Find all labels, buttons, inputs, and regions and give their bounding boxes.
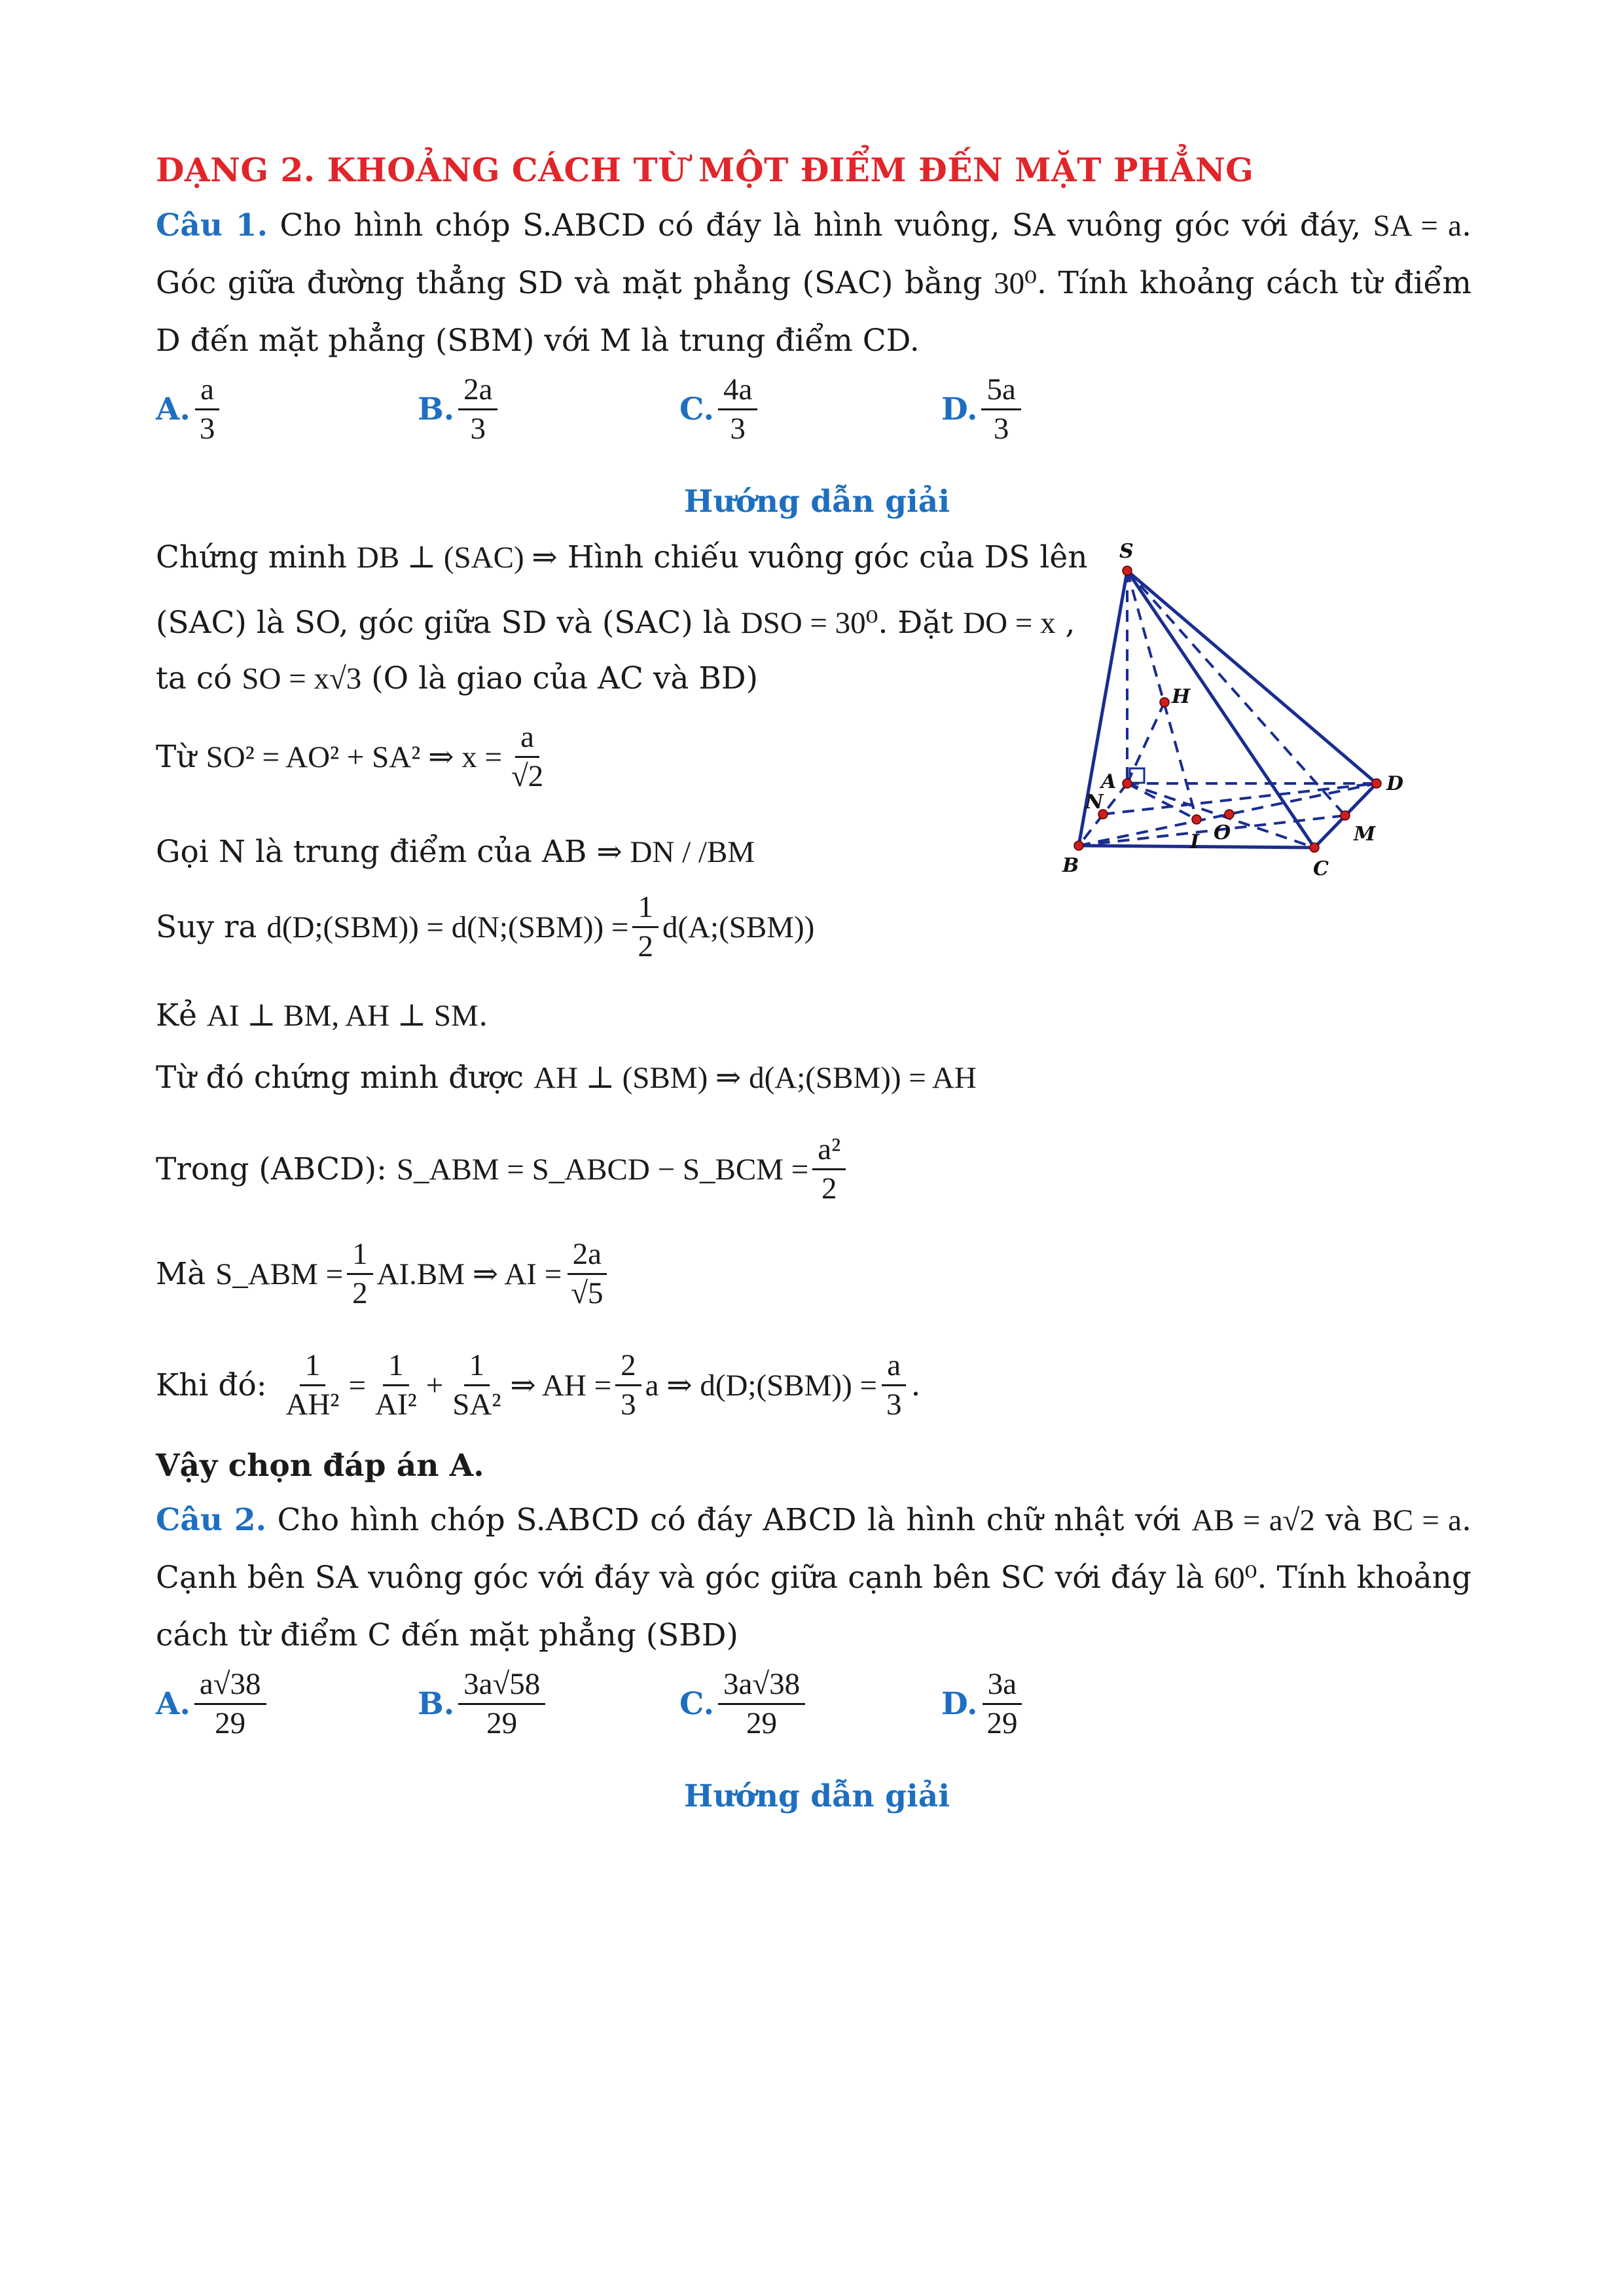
text: Từ bbox=[156, 738, 196, 775]
denominator: √5 bbox=[571, 1276, 604, 1311]
edge-ND bbox=[1103, 783, 1377, 814]
denominator: SA² bbox=[452, 1388, 501, 1422]
fraction bbox=[566, 1238, 608, 1310]
label-C: C bbox=[1313, 857, 1329, 880]
text: , bbox=[1065, 605, 1075, 641]
label-A: A bbox=[1101, 770, 1117, 793]
denominator: 3 bbox=[730, 412, 746, 446]
choice-label: D. bbox=[941, 391, 978, 428]
math: AI ⊥ BM, AH ⊥ SM bbox=[206, 999, 478, 1033]
math: S_ABM = S_ABCD − S_BCM = bbox=[396, 1152, 809, 1187]
choice-label: A. bbox=[156, 391, 190, 428]
math: d(A;(SBM)) bbox=[662, 910, 815, 944]
q2-and: và bbox=[1326, 1502, 1362, 1538]
numerator: 3a√38 bbox=[718, 1668, 805, 1705]
choice-label: A. bbox=[156, 1686, 190, 1723]
denominator: 2 bbox=[352, 1276, 368, 1311]
numerator: a² bbox=[812, 1134, 846, 1170]
choice-fraction bbox=[458, 1668, 545, 1740]
text: ta có bbox=[156, 660, 232, 696]
numerator: 1 bbox=[347, 1238, 373, 1275]
label-B: B bbox=[1062, 854, 1079, 877]
q1-text-2: . Góc giữa đường thẳng SD và mặt phẳng (SAC) bằng bbox=[156, 207, 1471, 301]
denominator: 3 bbox=[621, 1388, 636, 1422]
denominator: 29 bbox=[486, 1706, 518, 1741]
q2-text-1: Cho hình chóp S.ABCD có đáy ABCD là hình chữ nhật với bbox=[277, 1502, 1181, 1538]
numerator: 1 bbox=[300, 1350, 326, 1386]
q1-math-1: SA = a bbox=[1373, 209, 1462, 243]
point-A bbox=[1123, 779, 1132, 788]
question-2-choices bbox=[156, 1668, 1478, 1767]
text: Khi đó: bbox=[156, 1367, 267, 1403]
label-S: S bbox=[1119, 540, 1134, 563]
choice-fraction bbox=[458, 374, 497, 446]
q2-text-3: . Tính khoảng cách từ điểm C đến mặt phẳng (SBD) bbox=[156, 1560, 1471, 1653]
edge-SM bbox=[1127, 571, 1345, 816]
text: Suy ra bbox=[156, 908, 257, 945]
label-I: I bbox=[1190, 831, 1200, 853]
denominator: 3 bbox=[886, 1388, 902, 1422]
numerator: 1 bbox=[464, 1350, 490, 1386]
choice-fraction bbox=[194, 374, 221, 446]
math: DO = x bbox=[963, 606, 1056, 640]
sol-line-5 bbox=[156, 833, 755, 872]
question-1-label: Câu 1. bbox=[156, 207, 268, 243]
sol-line-11: Khi đó: $\frac{1}{\text{AH²}}$ = $\frac{1}{\text{AI²}}$ + $\frac{1}{\text{SA²}}$ ⇒ AH = $\frac{2}{3}$ a ⇒ d(D;(SBM)) = $\frac{a}{3}$ . bbox=[156, 1348, 921, 1422]
q1-math-2: 30⁰ bbox=[994, 266, 1037, 300]
choice-fraction bbox=[194, 1668, 266, 1740]
math: ⇒ DN / /BM bbox=[596, 835, 755, 869]
denominator: 3 bbox=[470, 412, 486, 446]
q1-choice-c[interactable] bbox=[679, 374, 761, 446]
choice-label: C. bbox=[679, 1686, 714, 1723]
sol-line-4 bbox=[156, 721, 552, 793]
sol-line-3 bbox=[156, 659, 758, 698]
math: a ⇒ d(D;(SBM)) = bbox=[645, 1368, 877, 1403]
edge-BM bbox=[1079, 816, 1345, 846]
sol-line-9 bbox=[156, 1134, 850, 1206]
denominator: 29 bbox=[986, 1706, 1018, 1741]
denominator: 29 bbox=[746, 1706, 778, 1741]
sol-line-7 bbox=[156, 996, 488, 1035]
point-M bbox=[1341, 811, 1350, 820]
question-2-statement bbox=[156, 1492, 1471, 1664]
math: AH ⊥ (SBM) ⇒ d(A;(SBM)) = AH bbox=[533, 1061, 977, 1095]
text: (O là giao của AC và BD) bbox=[371, 660, 758, 696]
point-I bbox=[1192, 815, 1201, 824]
choice-fraction bbox=[981, 1668, 1022, 1740]
q1-text-3: . Tính khoảng cách từ điểm D đến mặt phẳng (SBM) với M là trung điểm CD. bbox=[156, 265, 1471, 359]
question-1-statement bbox=[156, 197, 1471, 370]
fraction bbox=[615, 1350, 641, 1422]
question-1-choices bbox=[156, 374, 1478, 472]
point-O bbox=[1225, 810, 1234, 819]
choice-label: C. bbox=[679, 391, 714, 428]
fraction bbox=[347, 1238, 373, 1310]
text: . bbox=[911, 1367, 921, 1403]
q1-solution bbox=[156, 531, 1478, 1448]
numerator: a bbox=[882, 1350, 906, 1386]
text: Chứng minh bbox=[156, 539, 347, 575]
q2-guide-heading: Hướng dẫn giải bbox=[683, 1778, 950, 1814]
math: SO = x√3 bbox=[242, 662, 362, 696]
choice-label: B. bbox=[418, 1686, 455, 1723]
denominator: 3 bbox=[993, 412, 1009, 446]
fraction bbox=[281, 1350, 345, 1422]
section-title: DẠNG 2. KHOẢNG CÁCH TỪ MỘT ĐIỂM ĐẾN MẶT PHẲNG bbox=[156, 151, 1254, 189]
text: Từ đó chứng minh được bbox=[156, 1060, 524, 1096]
text: Gọi N là trung điểm của AB bbox=[156, 834, 587, 870]
math: DSO = 30⁰ bbox=[740, 606, 878, 640]
fraction bbox=[812, 1134, 846, 1206]
denominator: 3 bbox=[199, 412, 215, 446]
text: . Đặt bbox=[878, 605, 954, 641]
q1-choice-b[interactable] bbox=[418, 374, 501, 446]
fraction bbox=[370, 1350, 422, 1422]
choice-fraction bbox=[718, 374, 757, 446]
fraction bbox=[506, 721, 549, 793]
text: (SAC) là SO, góc giữa SD và (SAC) là bbox=[156, 605, 731, 641]
math: SO² = AO² + SA² ⇒ x = bbox=[206, 740, 502, 774]
q1-conclusion: Vậy chọn đáp án A. bbox=[156, 1448, 484, 1484]
math: DB ⊥ (SAC) ⇒ bbox=[356, 541, 558, 575]
math: d(D;(SBM)) = d(N;(SBM)) = bbox=[266, 910, 629, 944]
text: . bbox=[478, 997, 488, 1033]
sol-line-10 bbox=[156, 1238, 613, 1310]
pyramid-figure bbox=[1059, 531, 1471, 937]
text: Mà bbox=[156, 1255, 206, 1292]
math: S_ABM = bbox=[215, 1257, 344, 1291]
sol-line-6 bbox=[156, 891, 814, 963]
choice-label: B. bbox=[418, 391, 455, 428]
choice-fraction bbox=[718, 1668, 805, 1740]
numerator: 2 bbox=[615, 1350, 641, 1386]
q2-math-3: 60⁰ bbox=[1214, 1561, 1257, 1595]
denominator: √2 bbox=[511, 759, 544, 794]
choice-label: D. bbox=[941, 1686, 978, 1723]
numerator: 2a bbox=[458, 374, 497, 410]
denominator: 2 bbox=[638, 929, 653, 964]
edge-SD bbox=[1127, 571, 1377, 783]
q1-guide-heading: Hướng dẫn giải bbox=[683, 484, 950, 520]
edge-AI bbox=[1127, 783, 1197, 819]
denominator: 29 bbox=[215, 1706, 246, 1741]
q2-choice-d[interactable] bbox=[941, 1668, 1026, 1740]
q2-math-1: AB = a√2 bbox=[1191, 1503, 1315, 1537]
fraction bbox=[632, 891, 659, 963]
math: ⇒ AH = bbox=[510, 1368, 612, 1403]
document-page bbox=[156, 151, 1478, 1826]
q1-choice-a[interactable] bbox=[156, 374, 224, 446]
fraction bbox=[447, 1350, 506, 1422]
text: Trong (ABCD): bbox=[156, 1151, 387, 1187]
fraction bbox=[881, 1350, 907, 1422]
q2-choice-a[interactable] bbox=[156, 1668, 270, 1740]
denominator: AH² bbox=[285, 1388, 340, 1422]
point-H bbox=[1160, 698, 1169, 707]
point-B bbox=[1074, 841, 1083, 850]
numerator: 1 bbox=[632, 891, 659, 928]
numerator: a bbox=[195, 374, 219, 410]
q1-text-1: Cho hình chóp S.ABCD có đáy là hình vuông, SA vuông góc với đáy, bbox=[280, 207, 1362, 243]
numerator: 5a bbox=[981, 374, 1020, 410]
text: Kẻ bbox=[156, 997, 197, 1033]
math: AI.BM ⇒ AI = bbox=[376, 1257, 562, 1291]
point-D bbox=[1372, 779, 1381, 788]
numerator: 3a√58 bbox=[458, 1668, 545, 1705]
point-C bbox=[1310, 843, 1319, 852]
denominator: AI² bbox=[375, 1388, 417, 1422]
question-2-label: Câu 2. bbox=[156, 1502, 266, 1538]
sol-line-8 bbox=[156, 1058, 977, 1098]
q2-math-2: BC = a bbox=[1372, 1503, 1462, 1537]
q2-choice-b[interactable] bbox=[418, 1668, 549, 1740]
sol-line-2 bbox=[156, 603, 1075, 643]
q1-choice-d[interactable] bbox=[941, 374, 1025, 446]
q2-text-2: . Cạnh bên SA vuông góc với đáy và góc giữa cạnh bên SC với đáy là bbox=[156, 1502, 1471, 1596]
label-D: D bbox=[1386, 772, 1404, 795]
edge-SC bbox=[1127, 571, 1314, 848]
numerator: 2a bbox=[568, 1238, 607, 1275]
numerator: a√38 bbox=[194, 1668, 266, 1705]
point-S bbox=[1123, 566, 1132, 575]
numerator: 3a bbox=[983, 1668, 1022, 1705]
q2-choice-c[interactable] bbox=[679, 1668, 809, 1740]
label-M: M bbox=[1354, 823, 1376, 846]
text: Hình chiếu vuông góc của DS lên bbox=[567, 539, 1088, 575]
label-N: N bbox=[1085, 791, 1104, 814]
label-O: O bbox=[1214, 821, 1231, 844]
numerator: 4a bbox=[718, 374, 757, 410]
denominator: 2 bbox=[821, 1172, 837, 1206]
sol-line-1 bbox=[156, 538, 1088, 577]
choice-fraction bbox=[981, 374, 1020, 446]
numerator: 1 bbox=[383, 1350, 409, 1386]
edge-AH bbox=[1127, 702, 1164, 783]
label-H: H bbox=[1172, 685, 1191, 708]
numerator: a bbox=[515, 721, 539, 758]
